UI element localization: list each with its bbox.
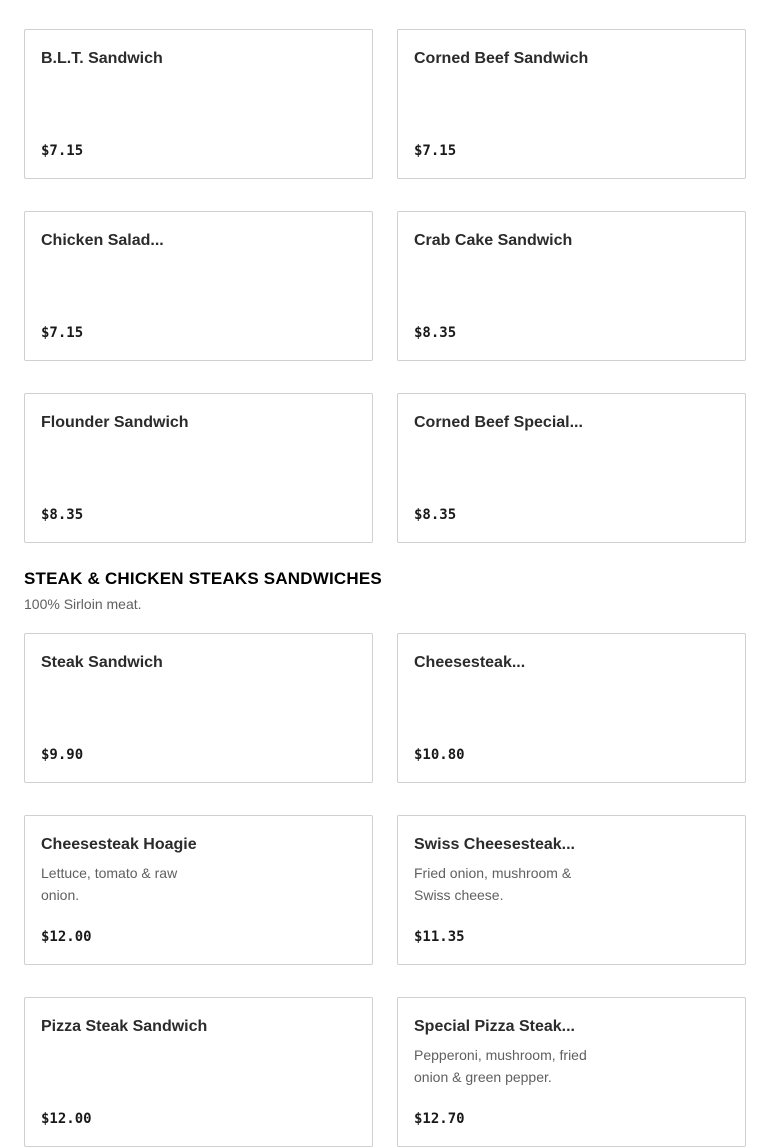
menu-item-card[interactable] <box>24 29 373 179</box>
menu-item-price: $12.70 <box>414 1111 465 1127</box>
section-header <box>24 568 746 613</box>
menu-item-price: $8.35 <box>414 325 457 341</box>
menu-item-description: Fried onion, mushroom & Swiss cheese. <box>414 865 572 903</box>
section-subtitle: 100% Sirloin meat. <box>24 596 142 612</box>
menu-item-card[interactable] <box>24 997 373 1147</box>
menu-item-price: $12.00 <box>41 929 92 945</box>
section-title: STEAK & CHICKEN STEAKS SANDWICHES <box>24 569 382 588</box>
menu-item-price: $12.00 <box>41 1111 92 1127</box>
menu-item-card[interactable] <box>397 815 746 965</box>
menu-item-price: $7.15 <box>414 143 457 159</box>
menu-item-card[interactable] <box>397 997 746 1147</box>
menu-item-name: Crab Cake Sandwich <box>414 232 573 249</box>
menu-item-name: Cheesesteak... <box>414 654 526 671</box>
menu-items-grid <box>24 633 746 1147</box>
menu-item-name: Special Pizza Steak... <box>414 1018 575 1035</box>
menu-item-description: Pepperoni, mushroom, fried onion & green pepper. <box>414 1047 587 1085</box>
menu-item-name: Swiss Cheesesteak... <box>414 836 575 853</box>
menu-item-name: Corned Beef Special... <box>414 414 583 431</box>
menu-items-grid <box>24 29 746 543</box>
menu-item-price: $9.90 <box>41 747 84 763</box>
menu-item-price: $8.35 <box>414 507 457 523</box>
menu-item-card[interactable] <box>24 633 373 783</box>
menu-item-name: Pizza Steak Sandwich <box>41 1018 208 1035</box>
menu-item-name: Chicken Salad... <box>41 232 164 249</box>
menu-item-card[interactable] <box>24 393 373 543</box>
menu-item-price: $11.35 <box>414 929 465 945</box>
menu-item-description: Lettuce, tomato & raw onion. <box>41 865 178 903</box>
menu-item-card[interactable] <box>397 393 746 543</box>
menu-item-name: Flounder Sandwich <box>41 414 189 431</box>
menu-item-price: $7.15 <box>41 325 84 341</box>
menu-item-card[interactable] <box>397 29 746 179</box>
menu-item-name: B.L.T. Sandwich <box>41 50 163 67</box>
menu-item-name: Steak Sandwich <box>41 654 163 671</box>
menu-item-price: $10.80 <box>414 747 465 763</box>
menu-item-card[interactable] <box>397 633 746 783</box>
menu-item-card[interactable] <box>24 815 373 965</box>
menu-item-price: $7.15 <box>41 143 84 159</box>
menu-item-card[interactable] <box>397 211 746 361</box>
menu-item-price: $8.35 <box>41 507 84 523</box>
menu-item-card[interactable] <box>24 211 373 361</box>
menu-item-name: Cheesesteak Hoagie <box>41 836 197 853</box>
menu-item-name: Corned Beef Sandwich <box>414 50 589 67</box>
